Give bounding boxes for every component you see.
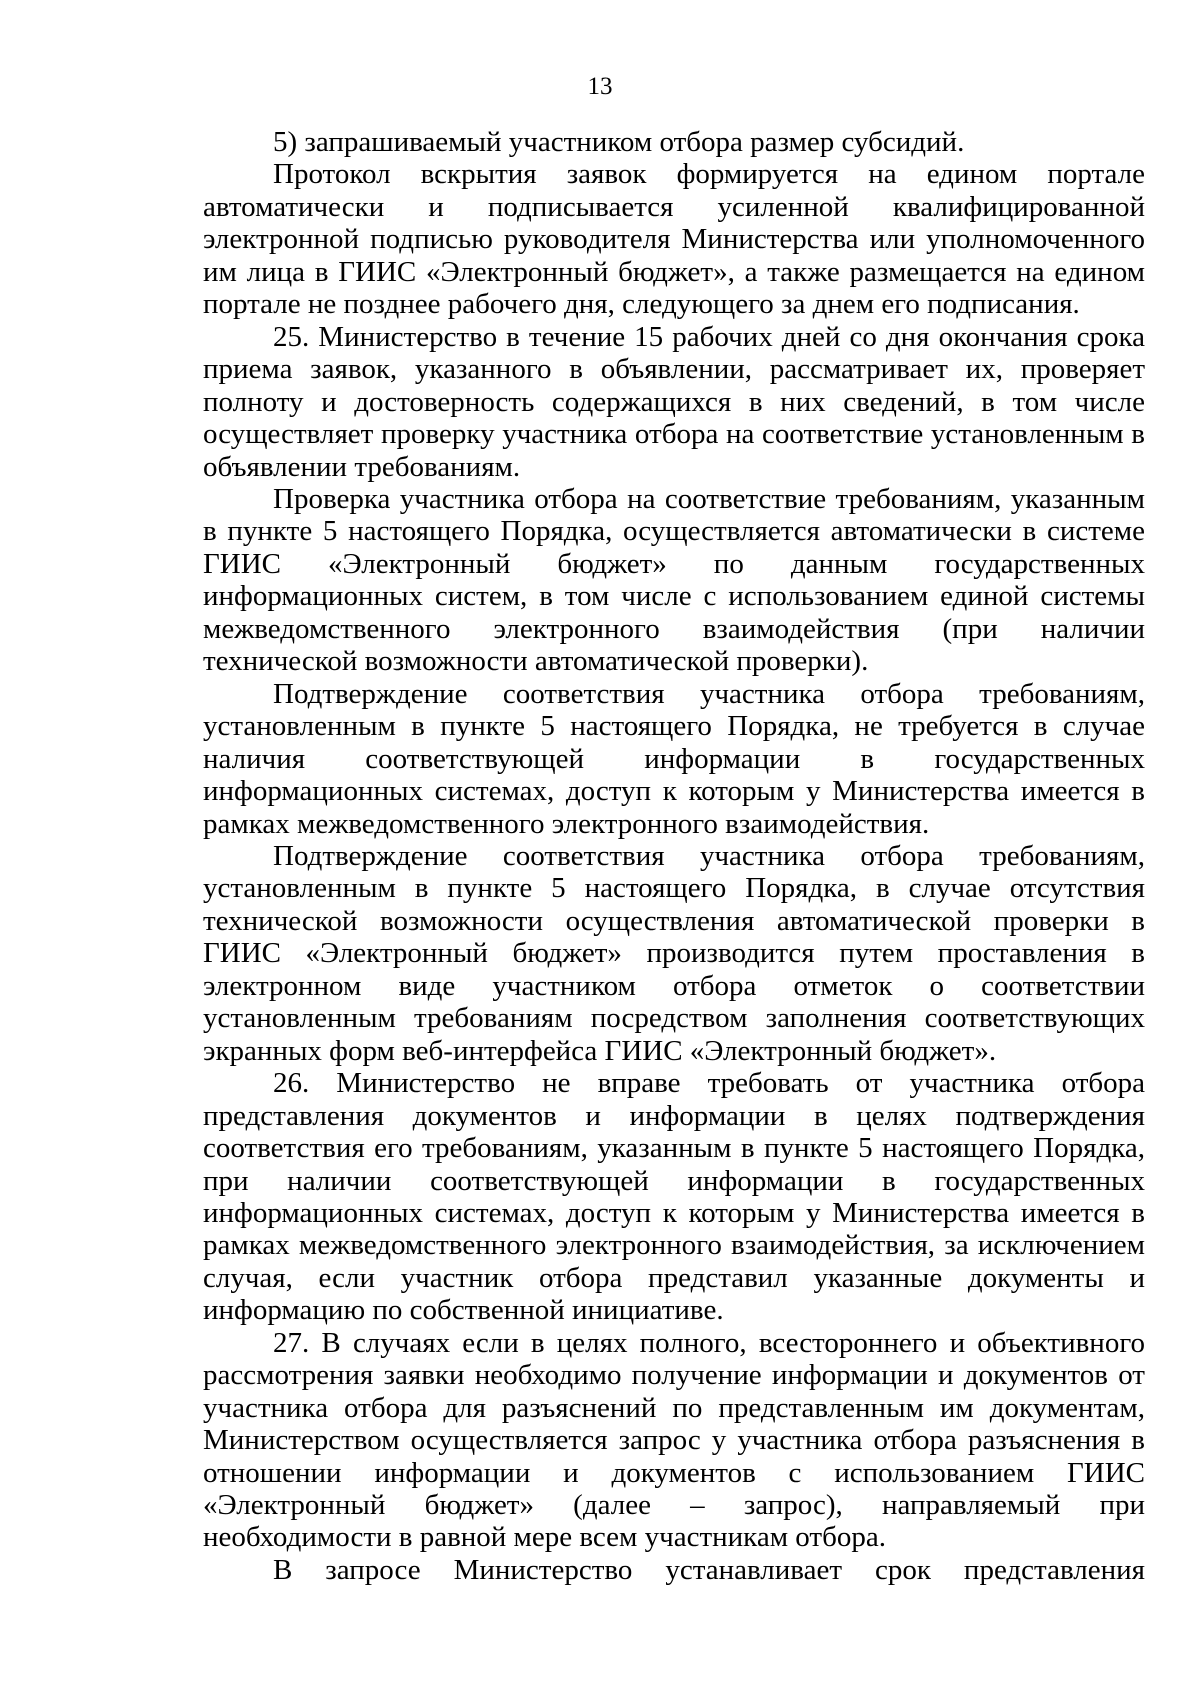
document-body [203, 126, 1145, 1586]
paragraph-requested-subsidy: 5) запрашиваемый участником отбора размер субсидий. [273, 126, 965, 158]
paragraph-request-deadline: В запросе Министерство устанавливает срок представления [273, 1553, 1145, 1586]
paragraph-confirmation-not-required: Подтверждение соответствия участника отбора требованиям, установленным в пункте 5 настоящего Порядка, не требуется в случае наличия соответствующей информации в государственных информационных системах, доступ к которым у Министерства имеется в рамках межведомственного электронного взаимодействия. [203, 677, 1145, 840]
paragraph-automatic-check: Проверка участника отбора на соответствие требованиям, указанным в пункте 5 настоящего Порядка, осуществляется автоматически в системе ГИИС «Электронный бюджет» по данным государственных информационных систем, в том числе с использованием единой системы межведомственного электронного взаимодействия (при наличии технической возможности автоматической проверки). [203, 482, 1145, 678]
paragraph-item-25: 25. Министерство в течение 15 рабочих дней со дня окончания срока приема заявок, указанного в объявлении, рассматривает их, проверяет полноту и достоверность содержащихся в них сведений, в том числе осуществляет проверку участника отбора на соответствие установленным в объявлении требованиям. [203, 320, 1145, 483]
page-number: 13 [587, 73, 613, 100]
paragraph-opening-protocol: Протокол вскрытия заявок формируется на едином портале автоматически и подписывается усиленной квалифицированной электронной подписью руководителя Министерства или уполномоченного им лица в ГИИС «Электронный бюджет», а также размещается на едином портале не позднее рабочего дня, следующего за днем его подписания. [203, 158, 1145, 321]
paragraph-confirmation-manual: Подтверждение соответствия участника отбора требованиям, установленным в пункте 5 настоящего Порядка, в случае отсутствия технической возможности осуществления автоматической проверки в ГИИС «Электронный бюджет» производится путем проставления в электронном виде участником отбора отметок о соответствии установленным требованиям посредством заполнения соответствующих экранных форм веб-интерфейса ГИИС «Электронный бюджет». [203, 839, 1145, 1067]
paragraph-item-27: 27. В случаях если в целях полного, всестороннего и объективного рассмотрения заявки необходимо получение информации и документов от участника отбора для разъяснений по представленным им документам, Министерством осуществляется запрос у участника отбора разъяснения в отношении информации и документов с использованием ГИИС «Электронный бюджет» (далее – запрос), направляемый при необходимости в равной мере всем участникам отбора. [203, 1326, 1145, 1554]
paragraph-item-26: 26. Министерство не вправе требовать от участника отбора представления документов и информации в целях подтверждения соответствия его требованиям, указанным в пункте 5 настоящего Порядка, при наличии соответствующей информации в государственных информационных системах, доступ к которым у Министерства имеется в рамках межведомственного электронного взаимодействия, за исключением случая, если участник отбора представил указанные документы и информацию по собственной инициативе. [203, 1067, 1145, 1327]
